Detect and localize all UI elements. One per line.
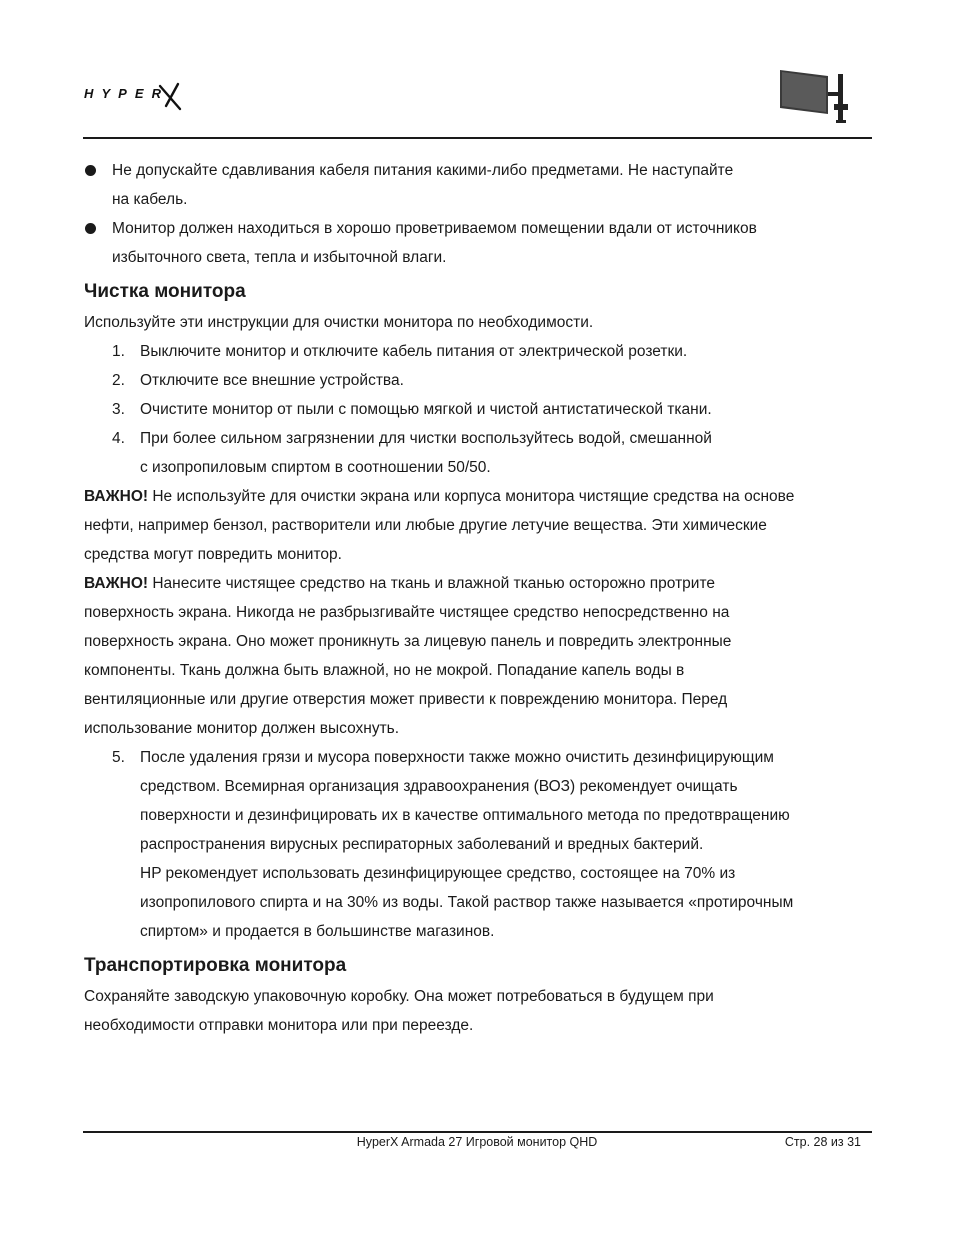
hyperx-logo (84, 80, 184, 112)
step-line: Очистите монитор от пыли с помощью мягкой и чистой антистатической ткани. (140, 401, 712, 418)
transport-heading: Транспортировка монитора (84, 955, 347, 976)
step-line: с изопропиловым спиртом в соотношении 50/50. (140, 459, 491, 476)
important-label: ВАЖНО! (84, 488, 149, 505)
footer-divider (83, 1131, 872, 1133)
footer-title: HyperX Armada 27 Игровой монитор QHD (356, 1135, 598, 1149)
header-divider (83, 137, 872, 139)
step-number: 4. (112, 430, 125, 447)
important-line: вентиляционные или другие отверстия может привести к повреждению монитора. Перед (84, 691, 728, 708)
list-item (84, 337, 874, 366)
step-line: спиртом» и продается в большинстве магазинов. (140, 923, 495, 940)
step-number: 1. (112, 343, 125, 360)
list-item (84, 743, 874, 946)
important-line: компоненты. Ткань должна быть влажной, но не мокрой. Попадание капель воды в (84, 662, 685, 679)
important-label: ВАЖНО! (84, 575, 149, 592)
step-line: После удаления грязи и мусора поверхности также можно очистить дезинфицирующим (140, 749, 774, 766)
important-line: нефти, например бензол, растворители или любые другие летучие вещества. Эти химические (84, 517, 767, 534)
important-line: использование монитор должен высохнуть. (84, 720, 400, 737)
list-item (84, 424, 874, 482)
important-text: Не используйте для очистки экрана или корпуса монитора чистящие средства на основе (148, 488, 795, 505)
important-line (84, 569, 874, 598)
page-content (84, 156, 874, 1040)
transport-line: Сохраняйте заводскую упаковочную коробку. Она может потребоваться в будущем при (84, 988, 714, 1005)
important-line: поверхность экрана. Оно может проникнуть за лицевую панель и повредить электронные (84, 633, 732, 650)
page-header (0, 0, 954, 140)
step-line: Отключите все внешние устройства. (140, 372, 404, 389)
page-number: Стр. 28 из 31 (784, 1135, 861, 1149)
bullet-line: на кабель. (112, 191, 188, 208)
step-line: поверхности и дезинфицировать их в качестве оптимального метода по предотвращению (140, 807, 790, 824)
important-text: Нанесите чистящее средство на ткань и влажной тканью осторожно протрите (148, 575, 715, 592)
step-line: распространения вирусных респираторных заболеваний и вредных бактерий. (140, 836, 704, 853)
cleaning-intro: Используйте эти инструкции для очистки монитора по необходимости. (84, 314, 594, 331)
step-line: изопропилового спирта и на 30% из воды. Такой раствор также называется «протирочным (140, 894, 794, 911)
list-item (84, 156, 874, 214)
important-note (84, 569, 874, 743)
list-item (84, 395, 874, 424)
list-item (84, 366, 874, 395)
step-line: Выключите монитор и отключите кабель питания от электрической розетки. (140, 343, 688, 360)
important-line (84, 482, 874, 511)
transport-line: необходимости отправки монитора или при переезде. (84, 1017, 474, 1034)
bullet-line: избыточного света, тепла и избыточной влаги. (112, 249, 447, 266)
step-number: 5. (112, 749, 125, 766)
step-number: 2. (112, 372, 125, 389)
important-line: средства могут повредить монитор. (84, 546, 342, 563)
important-line: поверхность экрана. Никогда не разбрызгивайте чистящее средство непосредственно на (84, 604, 730, 621)
step-line: HP рекомендует использовать дезинфицирующее средство, состоящее на 70% из (140, 865, 736, 882)
bullet-icon (85, 223, 96, 234)
list-item (84, 214, 874, 272)
important-note (84, 482, 874, 569)
bullet-line: Монитор должен находиться в хорошо проветриваемом помещении вдали от источников (112, 220, 757, 237)
bullet-line: Не допускайте сдавливания кабеля питания какими-либо предметами. Не наступайте (112, 162, 734, 179)
cleaning-heading: Чистка монитора (84, 281, 246, 302)
step-line: средством. Всемирная организация здравоохранения (ВОЗ) рекомендует очищать (140, 778, 738, 795)
bullet-icon (85, 165, 96, 176)
monitor-arm-image (776, 66, 856, 126)
step-number: 3. (112, 401, 125, 418)
svg-text:HYPER: HYPER (84, 86, 162, 101)
step-line: При более сильном загрязнении для чистки воспользуйтесь водой, смешанной (140, 430, 712, 447)
